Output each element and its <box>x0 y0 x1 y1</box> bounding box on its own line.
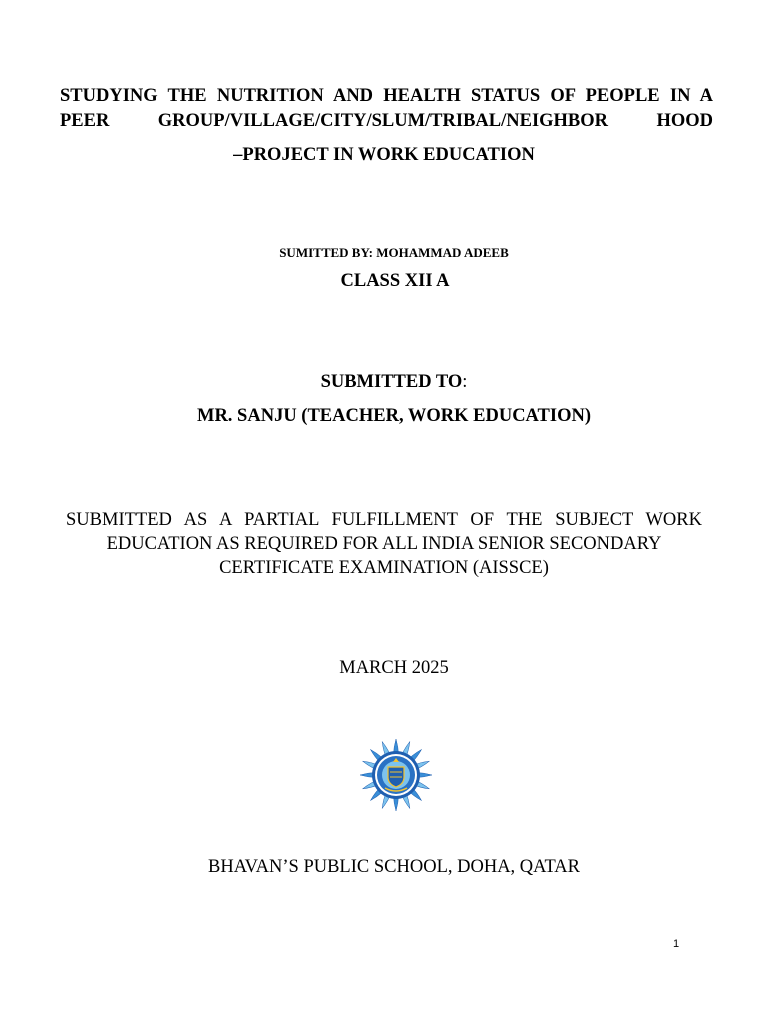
submitted-to-heading <box>0 372 768 393</box>
fulfillment-line-1: SUBMITTED AS A PARTIAL FULFILLMENT OF THE SUBJECT WORK <box>66 510 702 530</box>
project-title: STUDYING THE NUTRITION AND HEALTH STATUS OF PEOPLE IN A PEER GROUP/VILLAGE/CITY/SLUM/TRIBAL/NEIGHBOR HOOD <box>60 86 713 131</box>
submitted-by: SUMITTED BY: MOHAMMAD ADEEB <box>279 245 509 260</box>
class-label: CLASS XII A <box>340 271 450 291</box>
school-name: BHAVAN’S PUBLIC SCHOOL, DOHA, QATAR <box>208 857 580 877</box>
school-emblem-icon <box>357 736 435 814</box>
submitted-to-label: SUBMITTED TO <box>320 372 463 392</box>
page-number: 1 <box>672 938 680 950</box>
teacher-name: MR. SANJU (TEACHER, WORK EDUCATION) <box>196 406 591 426</box>
fulfillment-statement <box>66 508 702 580</box>
submitted-to-colon: : <box>462 372 468 392</box>
project-subtitle: –PROJECT IN WORK EDUCATION <box>233 145 535 165</box>
submission-date: MARCH 2025 <box>339 658 449 678</box>
fulfillment-rest: EDUCATION AS REQUIRED FOR ALL INDIA SENIOR SECONDARY CERTIFICATE EXAMINATION (AISSCE) <box>106 534 662 578</box>
